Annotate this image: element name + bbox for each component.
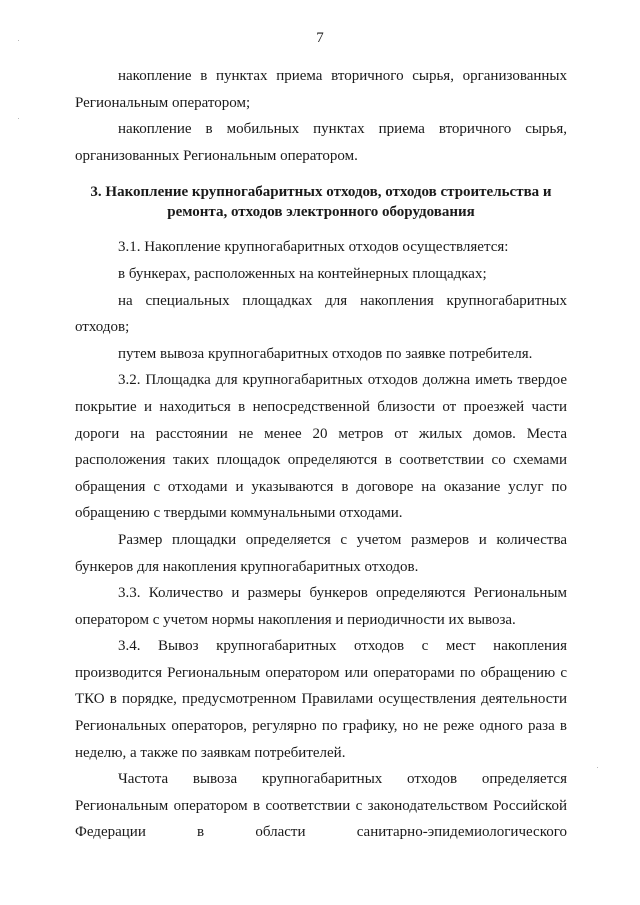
section-heading: 3. Накопление крупногабаритных отходов, отходов строительства и ремонта, отходов электронного оборудования xyxy=(90,184,552,221)
paragraph: 3.2. Площадка для крупногабаритных отходов должна иметь твердое покрытие и находиться в непосредственной близости от проезжей части дороги на расстоянии не менее 20 метров от жилых домов. Места расположения таких площадок определяются в соответствии со схемами обращения с отходами и указываются в договоре на оказание услуг по обращению с твердыми коммунальными отходами. xyxy=(75,372,567,522)
paragraph: в бункерах, расположенных на контейнерных площадках; xyxy=(118,265,487,282)
paragraph: 3.4. Вывоз крупногабаритных отходов с мест накопления производится Региональным оператором или операторами по обращению с ТКО в порядке, предусмотренном Правилами осуществления деятельности Региональных операторов, регулярно по графику, но не реже одного раза в неделю, а также по заявкам потребителей. xyxy=(75,638,567,761)
scan-speck xyxy=(597,767,598,768)
paragraph: Размер площадки определяется с учетом размеров и количества бункеров для накопления крупногабаритных отходов. xyxy=(75,531,567,575)
paragraph: 3.3. Количество и размеры бункеров определяются Региональным оператором с учетом нормы накопления и периодичности их вывоза. xyxy=(75,585,567,628)
paragraph-continued: Частота вывоза крупногабаритных отходов определяется Региональным оператором в соответствии с законодательством Российской Федерации в области санитарно-эпидемиологического xyxy=(75,771,567,841)
scan-speck xyxy=(18,40,19,41)
paragraph: 3.1. Накопление крупногабаритных отходов осуществляется: xyxy=(118,239,509,256)
page-number: 7 xyxy=(316,30,324,46)
scan-speck xyxy=(18,118,19,119)
paragraph: накопление в мобильных пунктах приема вторичного сырья, организованных Региональным оператором. xyxy=(75,121,567,164)
paragraph: путем вывоза крупногабаритных отходов по заявке потребителя. xyxy=(118,345,533,362)
document-body xyxy=(75,63,567,846)
paragraph: накопление в пунктах приема вторичного сырья, организованных Региональным оператором; xyxy=(75,68,567,111)
paragraph: на специальных площадках для накопления крупногабаритных отходов; xyxy=(75,292,567,336)
